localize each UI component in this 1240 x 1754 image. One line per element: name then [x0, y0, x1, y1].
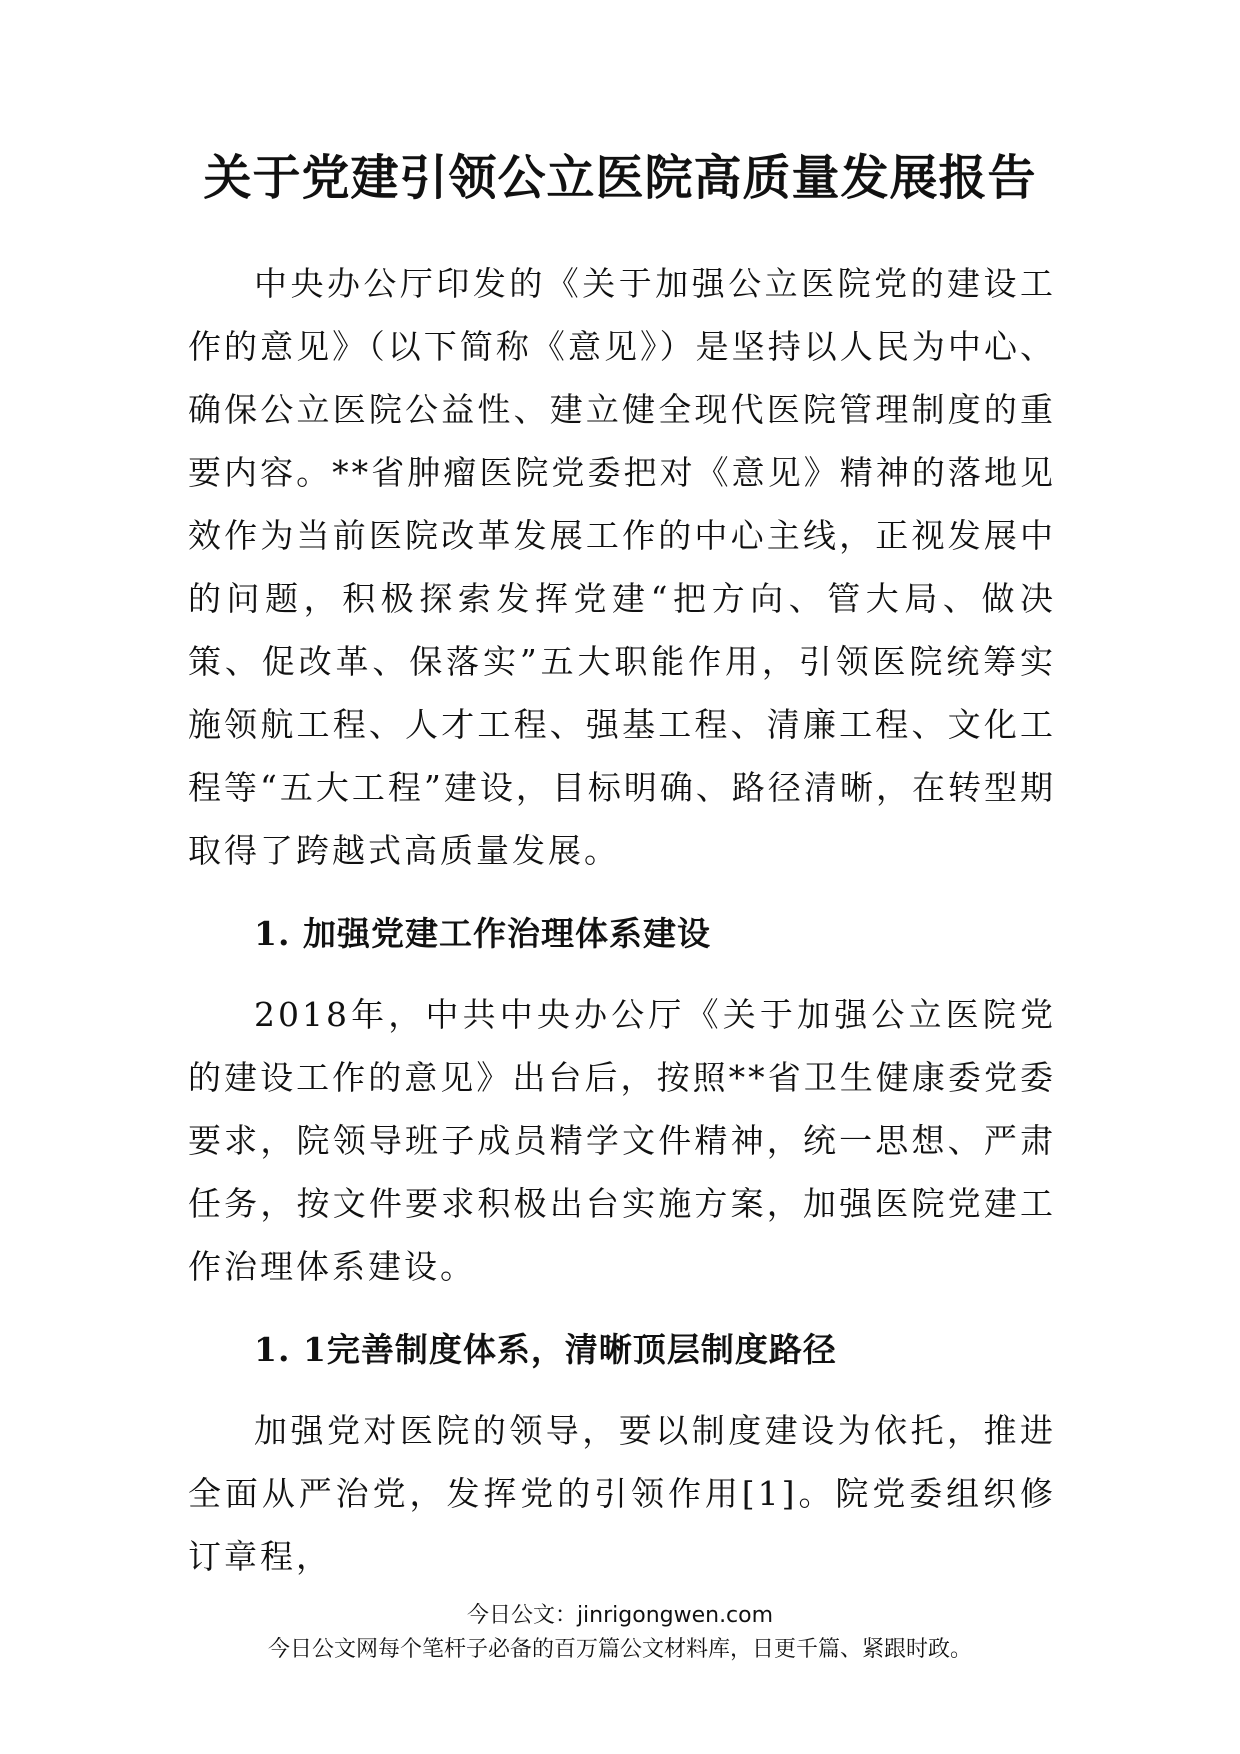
footer-slogan-line: 今日公文网每个笔杆子必备的百万篇公文材料库，日更千篇、紧跟时政。 — [267, 1637, 972, 1662]
document-title: 关于党建引领公立医院高质量发展报告 — [203, 150, 1037, 206]
paragraph-section-1: 2018年，中共中央办公厅《关于加强公立医院党的建设工作的意见》出台后，按照**省卫生健康委党委要求，院领导班子成员精学文件精神，统一思想、严肃任务，按文件要求积极出台实施方案，加强医院党建工作治理体系建设。 — [188, 995, 1056, 1286]
paragraph-section-1-1: 加强党对医院的领导，要以制度建设为依托，推进全面从严治党，发挥党的引领作用[1]。院党委组织修订章程， — [188, 1411, 1056, 1576]
section-heading-1: 1. 加强党建工作治理体系建设 — [254, 914, 711, 953]
section-heading-1-1: 1. 1完善制度体系，清晰顶层制度路径 — [254, 1330, 837, 1369]
footer-site-line: 今日公文：jinrigongwen.com — [466, 1603, 774, 1628]
paragraph-intro: 中央办公厅印发的《关于加强公立医院党的建设工作的意见》（以下简称《意见》）是坚持以人民为中心、确保公立医院公益性、建立健全现代医院管理制度的重要内容。**省肿瘤医院党委把对《意见》精神的落地见效作为当前医院改革发展工作的中心主线，正视发展中的问题，积极探索发挥党建“把方向、管大局、做决策、促改革、保落实”五大职能作用，引领医院统筹实施领航工程、人才工程、强基工程、清廉工程、文化工程等“五大工程”建设，目标明确、路径清晰，在转型期取得了跨越式高质量发展。 — [188, 264, 1056, 870]
document-body — [188, 252, 1056, 1608]
